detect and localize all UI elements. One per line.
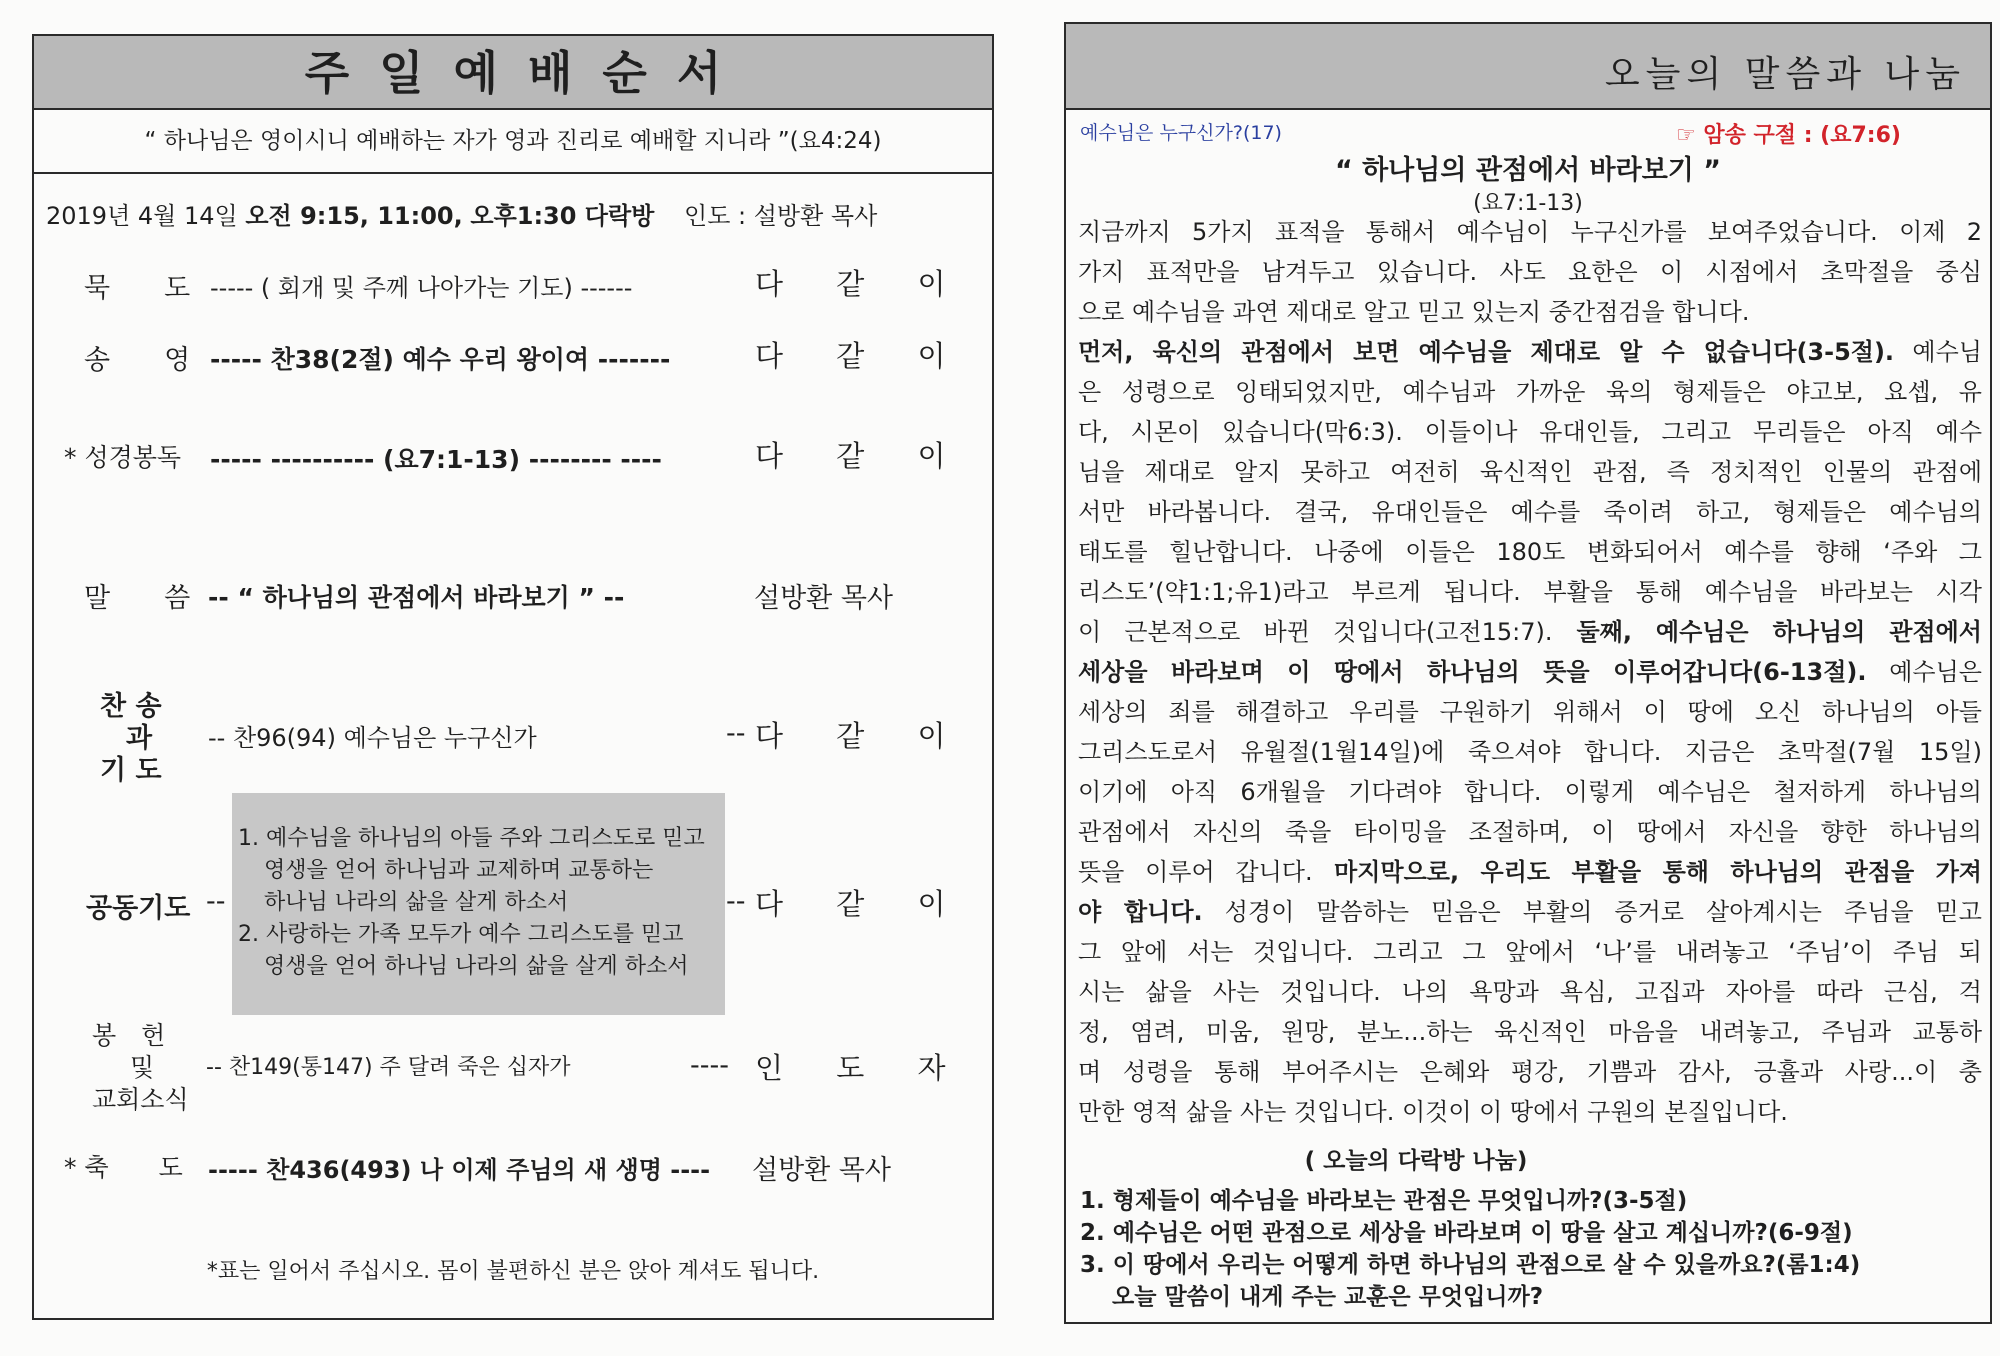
body-line: 은 성령으로 잉태되었지만, 예수님과 가까운 육의 형제들은 야고보, 요셉, 유 — [1078, 378, 1982, 406]
prayer-line: 하나님 나라의 삶을 살게 하소서 — [264, 890, 569, 915]
prayer-line: 영생을 얻어 하나님과 교제하며 교통하는 — [264, 858, 654, 883]
order-label-offering-1: 봉 헌 — [92, 1021, 166, 1050]
body-line: 태도를 힐난합니다. 나중에 이들은 180도 변화되어서 예수를 향해 ‘주와 그 — [1078, 538, 1982, 566]
order-content-offering: -- 찬149(통147) 주 달려 죽은 십자가 — [206, 1055, 571, 1080]
service-info — [46, 196, 877, 231]
body-line — [1078, 612, 1982, 652]
order-label-doxology: 송 영 — [84, 345, 191, 376]
body-text-span: 뜻을 이루어 갑니다. — [1078, 858, 1313, 886]
order-label-silent-prayer: 묵 도 — [84, 273, 191, 304]
body-line: 가지 표적만을 남겨두고 있습니다. 사도 요한은 이 시점에서 초막절을 중심 — [1078, 258, 1982, 286]
order-label-scripture: * 성경봉독 — [64, 443, 182, 472]
order-by-sermon: 설방환 목사 — [754, 583, 893, 614]
service-pm: 오후1:30 다락방 — [470, 202, 655, 230]
order-label-sermon: 말 씀 — [84, 583, 191, 614]
order-by-scripture: 다 같 이 — [755, 439, 968, 473]
group-sharing-header: ( 오늘의 다락방 나눔) — [1304, 1148, 1528, 1174]
standing-note: *표는 일어서 주십시오. 몸이 불편하신 분은 앉아 계셔도 됩니다. — [206, 1259, 820, 1284]
body-line: 시는 삶을 사는 것입니다. 나의 욕망과 욕심, 고집과 자아를 따라 근심, 걱 — [1078, 978, 1982, 1006]
order-dash-hymn: -- — [726, 718, 746, 749]
sermon-page-title: 오늘의 말씀과 나눔 — [1604, 54, 1966, 95]
body-line: 정, 염려, 미움, 원망, 분노...하는 육신적인 마음을 내려놓고, 주님과 교통하 — [1078, 1018, 1982, 1046]
order-label-hymn-3: 기 도 — [100, 755, 162, 786]
sermon-title: “ 하나님의 관점에서 바라보기 ” — [1334, 155, 1722, 186]
body-bold: 둘째, 예수님은 하나님의 관점에서 — [1552, 618, 1982, 646]
body-text-span: 예수님은 — [1866, 658, 1982, 686]
memory-verse: ☞ 암송 구절 : (요7:6) — [1676, 123, 1901, 148]
body-line: 님을 제대로 알지 못하고 여전히 육신적인 관점, 즉 정치적인 인물의 관점에 — [1078, 458, 1982, 486]
body-line: 관점에서 자신의 죽을 타이밍을 조절하며, 이 땅에서 자신을 향한 하나님의 — [1078, 818, 1982, 846]
order-by-doxology: 다 같 이 — [755, 339, 968, 373]
order-label-hymn-2: 과 — [126, 723, 153, 754]
sermon-reference: (요7:1-13) — [1473, 191, 1583, 216]
order-dash-common-prayer: -- — [726, 886, 746, 917]
order-content-scripture: ----- ---------- (요7:1-13) -------- ---- — [210, 445, 662, 474]
body-line — [1078, 652, 1982, 692]
order-content-doxology: ----- 찬38(2절) 예수 우리 왕이여 ------- — [210, 345, 671, 374]
order-content-hymn: -- 찬96(94) 예수님은 누구신가 — [208, 724, 537, 752]
body-bold: 세상을 바라보며 이 땅에서 하나님의 뜻을 이루어갑니다(6-13절). — [1078, 658, 1867, 686]
order-label-common-prayer: 공동기도 — [86, 893, 191, 924]
order-label-offering-3: 교회소식 — [92, 1085, 189, 1114]
prayer-line: 2. 사랑하는 가족 모두가 예수 그리스도를 믿고 — [238, 922, 684, 947]
body-line: 이기에 아직 6개월을 기다려야 합니다. 이렇게 예수님은 철저하게 하나님의 — [1078, 778, 1982, 806]
prayer-line: 1. 예수님을 하나님의 아들 주와 그리스도로 믿고 — [238, 826, 705, 851]
body-line: 만한 영적 삶을 사는 것입니다. 이것이 이 땅에서 구원의 본질입니다. — [1078, 1098, 1788, 1126]
order-by-common-prayer: 다 같 이 — [755, 887, 968, 921]
service-leader: 인도 : 설방환 목사 — [684, 202, 878, 230]
body-text-span: 성경이 말씀하는 믿음은 부활의 증거로 살아계시는 주님을 믿고 — [1202, 898, 1982, 926]
body-bold: 먼저, 육신의 관점에서 보면 예수님을 제대로 알 수 없습니다(3-5절). — [1078, 338, 1895, 366]
body-line — [1078, 892, 1982, 932]
service-times: 오전 9:15, 11:00, — [245, 202, 463, 230]
body-line: 그 앞에 서는 것입니다. 그리고 그 앞에서 ‘나’를 내려놓고 ‘주님’이 주님 되 — [1078, 938, 1982, 966]
discussion-question: 오늘 말씀이 내게 주는 교훈은 무엇입니까? — [1112, 1284, 1544, 1310]
worship-order-title: 주일예배순서 — [304, 46, 752, 100]
body-line: 지금까지 5가지 표적을 통해서 예수님이 누구신가를 보여주었습니다. 이제 2 — [1078, 218, 1982, 246]
body-line: 으로 예수님을 과연 제대로 알고 믿고 있는지 중간점검을 합니다. — [1078, 298, 1750, 326]
order-content-silent-prayer: ----- ( 회개 및 주께 나아가는 기도) ------ — [210, 274, 633, 302]
sermon-body — [1078, 212, 1982, 1132]
order-by-offering: 인 도 자 — [755, 1051, 968, 1085]
body-line — [1078, 332, 1982, 372]
body-text-span: 이 근본적으로 바뀐 것입니다(고전15:7). — [1078, 618, 1553, 646]
order-by-benediction: 설방환 목사 — [752, 1155, 891, 1186]
body-line: 며 성령을 통해 부어주시는 은혜와 평강, 기쁨과 감사, 긍휼과 사랑...이 충 — [1078, 1058, 1982, 1086]
service-date: 2019년 4월 14일 — [46, 202, 238, 230]
order-content-sermon: -- “ 하나님의 관점에서 바라보기 ” -- — [208, 583, 625, 612]
body-bold: 야 합니다. — [1078, 898, 1203, 926]
body-line: 다, 시몬이 있습니다(막6:3). 이들이나 유대인들, 그리고 무리들은 아직 예수 — [1078, 418, 1982, 446]
body-line: 리스도’(약1:1;유1)라고 부르게 됩니다. 부활을 통해 예수님을 바라보는 시각 — [1078, 578, 1982, 606]
order-by-hymn: 다 같 이 — [755, 719, 968, 753]
order-label-offering-2: 및 — [130, 1053, 155, 1082]
body-line: 서만 바라봅니다. 결국, 유대인들은 예수를 죽이려 하고, 형제들은 예수님의 — [1078, 498, 1982, 526]
order-label-hymn-1: 찬 송 — [100, 691, 162, 722]
order-content-benediction: ----- 찬436(493) 나 이제 주님의 새 생명 ---- — [208, 1156, 711, 1184]
theme-verse: “ 하나님은 영이시니 예배하는 자가 영과 진리로 예배할 지니라 ”(요4:24) — [144, 128, 882, 154]
body-line — [1078, 852, 1982, 892]
body-line: 세상의 죄를 해결하고 우리를 구원하기 위해서 이 땅에 오신 하나님의 아들 — [1078, 698, 1982, 726]
order-by-silent-prayer: 다 같 이 — [755, 267, 968, 301]
series-label: 예수님은 누구신가?(17) — [1080, 122, 1282, 144]
discussion-question: 3. 이 땅에서 우리는 어떻게 하면 하나님의 관점으로 살 수 있을까요?(롬1:4) — [1080, 1252, 1861, 1278]
order-dash-offering: ---- — [690, 1050, 729, 1081]
prayer-line: 영생을 얻어 하나님 나라의 삶을 살게 하소서 — [264, 954, 689, 979]
common-prayer-box — [232, 793, 725, 1015]
discussion-question: 2. 예수님은 어떤 관점으로 세상을 바라보며 이 땅을 살고 계십니까?(6-9절) — [1080, 1220, 1853, 1246]
order-content-common-prayer: -- — [206, 886, 226, 917]
body-bold: 마지막으로, 우리도 부활을 통해 하나님의 관점을 가져 — [1312, 858, 1982, 886]
order-label-benediction: * 축 도 — [64, 1153, 183, 1182]
body-text-span: 예수님 — [1894, 338, 1982, 366]
body-line: 그리스도로서 유월절(1월14일)에 죽으셔야 합니다. 지금은 초막절(7월 15일) — [1078, 738, 1982, 766]
discussion-question: 1. 형제들이 예수님을 바라보는 관점은 무엇입니까?(3-5절) — [1080, 1188, 1688, 1214]
